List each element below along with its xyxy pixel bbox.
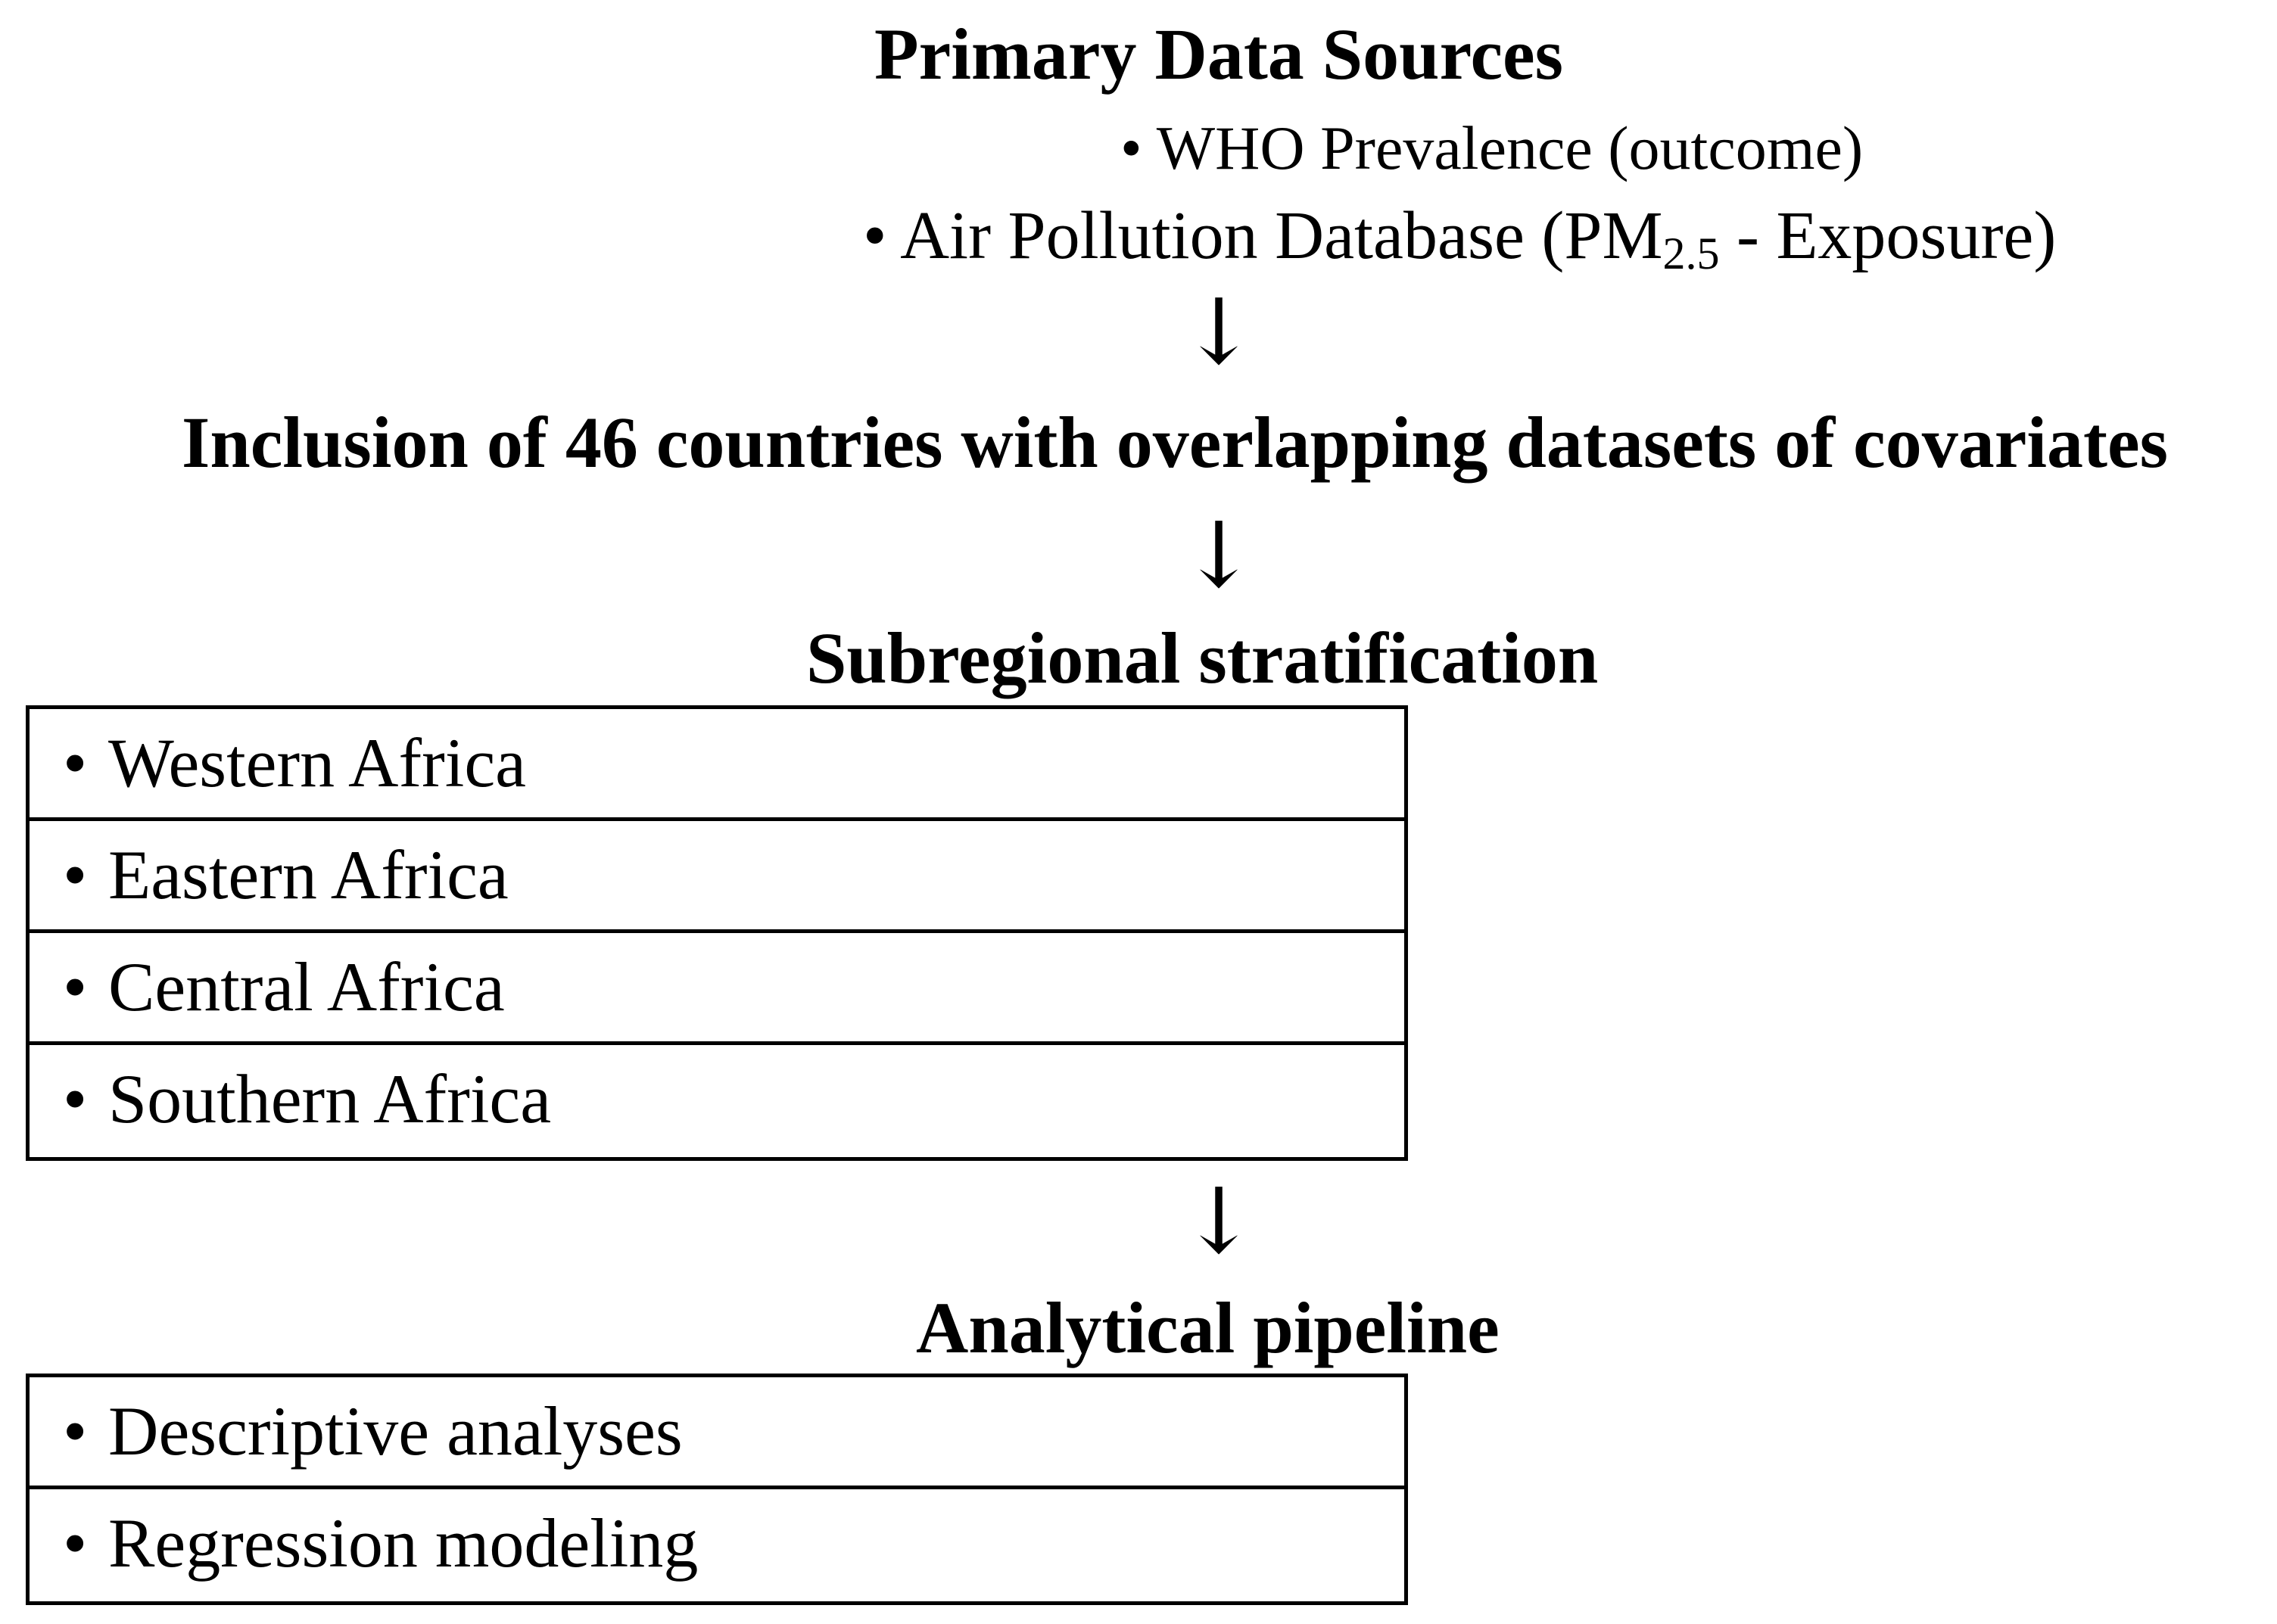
subregion-row-western-africa: [30, 709, 1404, 821]
subregional-stratification-title: Subregional stratification: [806, 618, 1599, 698]
subregion-row-eastern-africa: [30, 821, 1404, 933]
bullet: •: [63, 948, 88, 1025]
subregion-table: [26, 705, 1408, 1161]
air-pollution-label: Air Pollution Database (PM: [900, 198, 1663, 273]
subregion-row-central-africa: [30, 933, 1404, 1045]
pipeline-label: Regression modeling: [108, 1504, 699, 1582]
primary-data-sources-title: Primary Data Sources: [874, 14, 1564, 95]
subregion-label: Western Africa: [108, 724, 526, 801]
pipeline-row-regression-modeling: [30, 1489, 1404, 1601]
analytical-pipeline-title: Analytical pipeline: [916, 1287, 1500, 1368]
bullet: •: [63, 1392, 88, 1470]
down-arrow-icon: ↓: [1180, 503, 1257, 608]
bullet: •: [63, 836, 88, 913]
subregion-label: Southern Africa: [108, 1060, 552, 1137]
down-arrow-icon: ↓: [1180, 280, 1257, 385]
air-pollution-label-end: - Exposure): [1719, 198, 2057, 273]
subregion-label: Eastern Africa: [108, 836, 509, 913]
subregion-label: Central Africa: [108, 948, 505, 1025]
bullet: •: [863, 198, 887, 273]
pipeline-table: [26, 1374, 1408, 1605]
pm-subscript: 2.5: [1662, 229, 1720, 278]
inclusion-title: Inclusion of 46 countries with overlapping datasets of covariates: [182, 402, 2168, 483]
who-prevalence-item: [1120, 112, 1863, 185]
pipeline-row-descriptive-analyses: [30, 1377, 1404, 1489]
bullet: •: [1120, 114, 1142, 182]
subregion-row-southern-africa: [30, 1045, 1404, 1157]
who-prevalence-label: WHO Prevalence (outcome): [1156, 114, 1864, 182]
bullet: •: [63, 1504, 88, 1582]
down-arrow-icon: ↓: [1180, 1169, 1257, 1274]
air-pollution-item: [863, 197, 2056, 282]
pipeline-label: Descriptive analyses: [108, 1392, 683, 1470]
bullet: •: [63, 724, 88, 801]
bullet: •: [63, 1060, 88, 1137]
